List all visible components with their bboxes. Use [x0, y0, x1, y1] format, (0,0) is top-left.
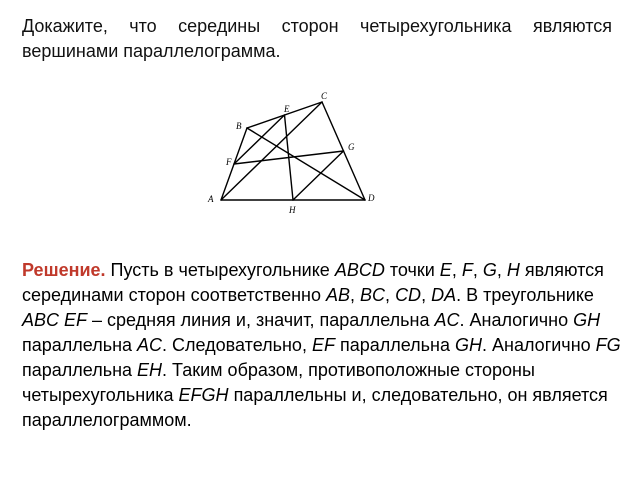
segment-ef	[234, 115, 285, 164]
label-c: C	[321, 91, 328, 101]
segment-gh	[293, 151, 344, 200]
solution-text: Решение. Пусть в четырехугольнике ABCD точки E, F, G, H являются серединами сторон соответственно AB, BC, CD, DA. В треугольнике ABC EF – средняя линия и, значит, параллельна AC. Аналогично GH параллельна AC. Следовательно, EF параллельна GH. Аналогично FG параллельна EH. Таким образом, противоположные стороны четырехугольника EFGH параллельны и, следовательно, он является параллелограммом.	[22, 260, 621, 430]
label-g: G	[348, 142, 355, 152]
label-d: D	[368, 193, 375, 203]
label-a: A	[208, 194, 214, 204]
diagonal-ac	[221, 102, 322, 200]
label-e: E	[284, 104, 290, 114]
solution-heading: Решение.	[22, 260, 106, 280]
problem-statement: Докажите, что середины сторон четырехугольника являются вершинами параллелограмма.	[22, 16, 612, 61]
diagonal-bd	[247, 128, 365, 200]
label-f: F	[226, 157, 232, 167]
label-b: B	[236, 121, 242, 131]
label-h: H	[289, 205, 296, 215]
quadrilateral-figure	[200, 88, 390, 223]
